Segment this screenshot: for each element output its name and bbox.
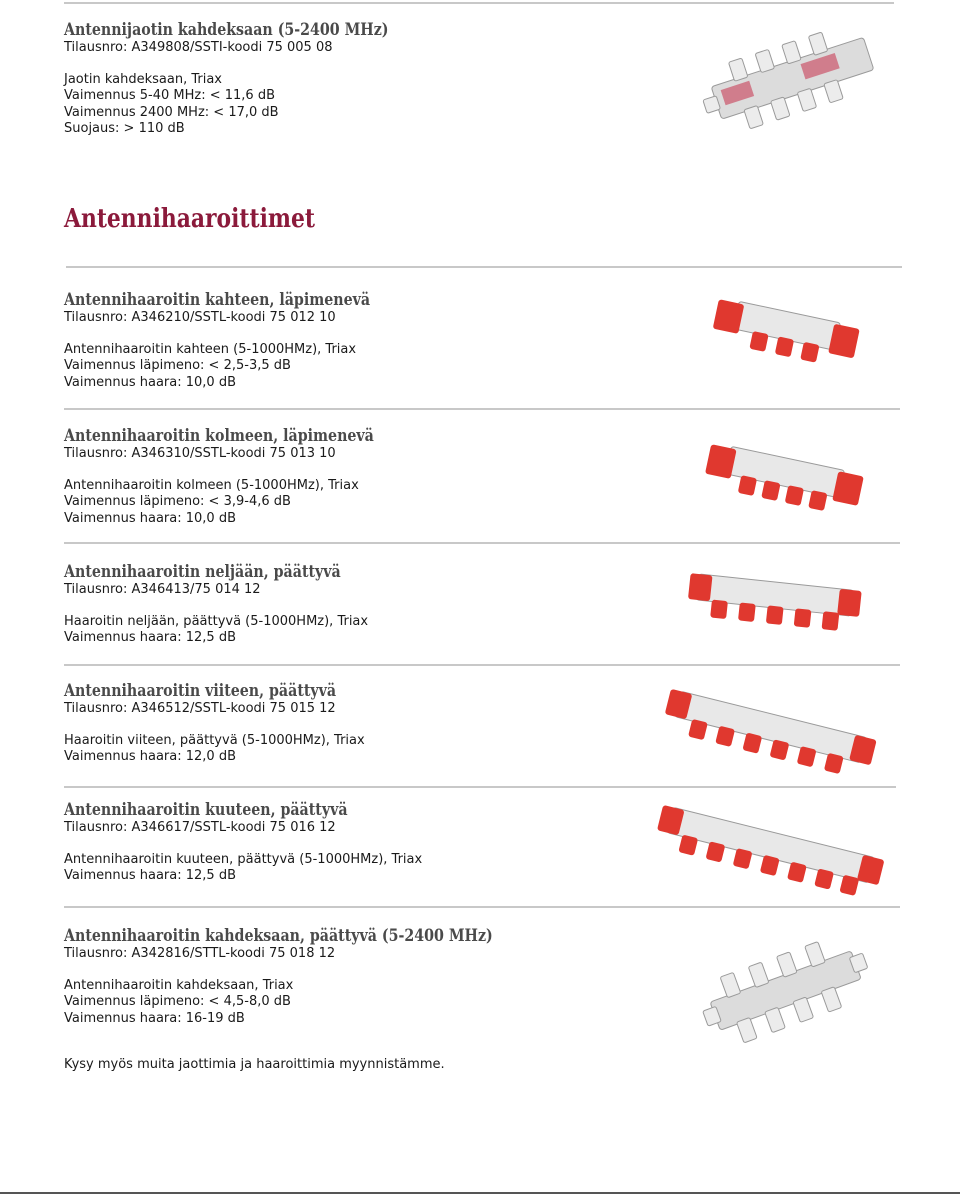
spec-line: Vaimennus haara: 10,0 dB <box>64 374 236 390</box>
product-splitter-8 <box>64 20 664 137</box>
spec-line: Antennihaaroitin kahdeksaan, Triax <box>64 978 294 994</box>
order-number: Tilausnro: A346512/SSTL-koodi 75 015 12 <box>64 701 336 716</box>
spec-line: Antennihaaroitin kuuteen, päättyvä (5-1000HMz), Triax <box>64 852 423 868</box>
product-tap-6 <box>64 800 664 885</box>
order-number: Tilausnro: A346617/SSTL-koodi 75 016 12 <box>64 820 336 835</box>
tap-2-way-icon <box>712 288 862 373</box>
tap-3-way-icon <box>704 430 864 525</box>
divider <box>64 664 900 666</box>
top-divider <box>64 2 894 4</box>
spec-line: Vaimennus haara: 10,0 dB <box>64 510 236 526</box>
product-title: Antennihaaroitin viiteen, päättyvä <box>64 681 337 700</box>
product-tap-8 <box>64 926 664 1027</box>
divider <box>64 786 896 788</box>
spec-line: Vaimennus haara: 12,0 dB <box>64 749 236 765</box>
footer-note: Kysy myös muita jaottimia ja haaroittimia myynnistämme. <box>64 1057 445 1072</box>
tap-8-way-icon <box>696 928 872 1050</box>
divider <box>64 906 900 908</box>
order-number: Tilausnro: A342816/STTL-koodi 75 018 12 <box>64 946 336 961</box>
spec-line: Vaimennus haara: 12,5 dB <box>64 630 236 646</box>
spec-line: Jaotin kahdeksaan, Triax <box>64 72 222 88</box>
spec-line: Vaimennus 5-40 MHz: < 11,6 dB <box>64 88 275 104</box>
product-title: Antennihaaroitin kuuteen, päättyvä <box>64 800 348 819</box>
order-number: Tilausnro: A349808/SSTI-koodi 75 005 08 <box>64 40 333 55</box>
splitter-8-way-icon <box>700 22 880 132</box>
spec-line: Vaimennus läpimeno: < 4,5-8,0 dB <box>64 994 291 1010</box>
section-divider <box>66 266 902 268</box>
bottom-divider <box>0 1192 960 1194</box>
product-title: Antennijaotin kahdeksaan (5-2400 MHz) <box>64 20 389 39</box>
tap-6-way-icon <box>652 792 888 904</box>
spec-line: Vaimennus läpimeno: < 3,9-4,6 dB <box>64 494 291 510</box>
spec-line: Vaimennus 2400 MHz: < 17,0 dB <box>64 104 279 120</box>
product-tap-4 <box>64 562 664 647</box>
product-title: Antennihaaroitin kolmeen, läpimenevä <box>64 426 374 445</box>
divider <box>64 542 900 544</box>
spec-line: Antennihaaroitin kahteen (5-1000HMz), Triax <box>64 342 357 358</box>
divider <box>64 408 900 410</box>
product-tap-2 <box>64 290 664 391</box>
spec-line: Haaroitin neljään, päättyvä (5-1000HMz), Triax <box>64 614 369 630</box>
spec-line: Suojaus: > 110 dB <box>64 120 185 136</box>
product-title: Antennihaaroitin kahteen, läpimenevä <box>64 290 371 309</box>
product-tap-5 <box>64 681 664 766</box>
section-heading: Antennihaaroittimet <box>64 204 315 234</box>
order-number: Tilausnro: A346413/75 014 12 <box>64 582 261 597</box>
spec-line: Vaimennus haara: 12,5 dB <box>64 868 236 884</box>
product-title: Antennihaaroitin neljään, päättyvä <box>64 562 341 581</box>
order-number: Tilausnro: A346210/SSTL-koodi 75 012 10 <box>64 310 336 325</box>
order-number: Tilausnro: A346310/SSTL-koodi 75 013 10 <box>64 446 336 461</box>
tap-5-way-icon <box>660 676 880 784</box>
product-title: Antennihaaroitin kahdeksaan, päättyvä (5-2400 MHz) <box>64 926 493 945</box>
product-tap-3 <box>64 426 664 527</box>
spec-line: Antennihaaroitin kolmeen (5-1000HMz), Triax <box>64 478 359 494</box>
spec-line: Vaimennus läpimeno: < 2,5-3,5 dB <box>64 358 291 374</box>
tap-4-way-icon <box>684 566 864 641</box>
spec-line: Haaroitin viiteen, päättyvä (5-1000HMz), Triax <box>64 733 365 749</box>
spec-line: Vaimennus haara: 16-19 dB <box>64 1010 245 1026</box>
